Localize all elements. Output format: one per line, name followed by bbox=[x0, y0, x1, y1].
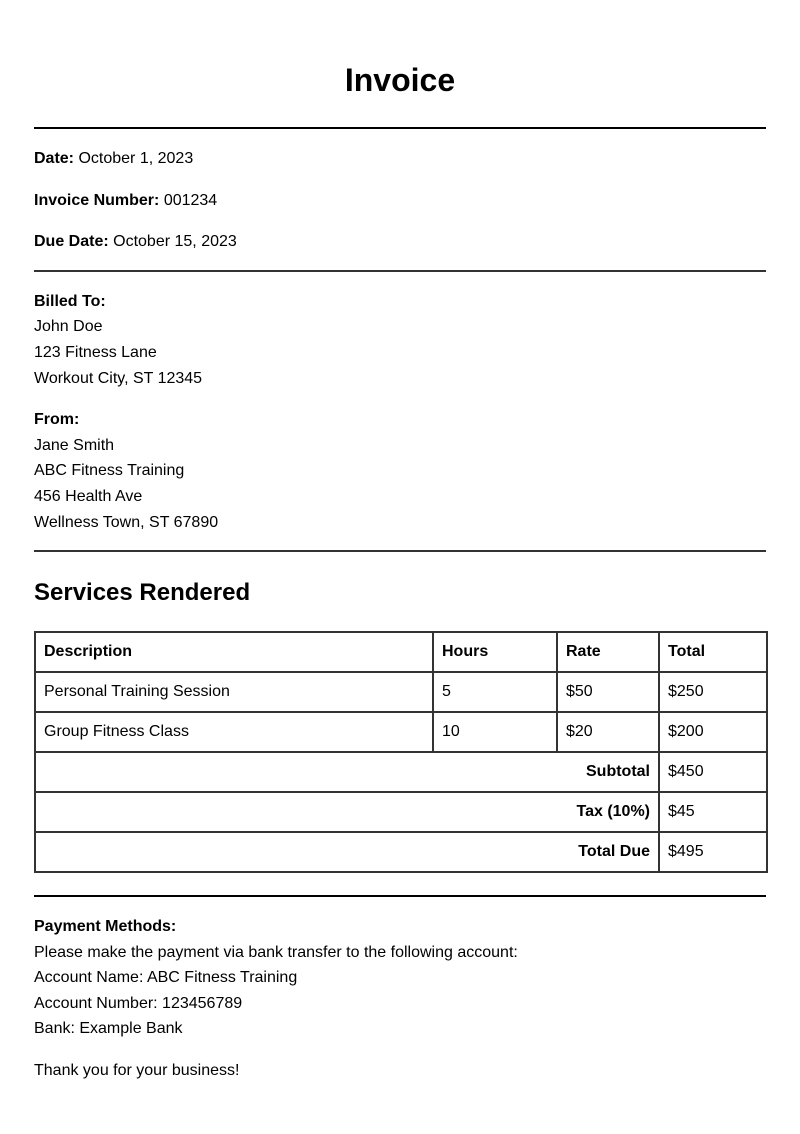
table-cell: $20 bbox=[557, 712, 659, 752]
services-heading: Services Rendered bbox=[34, 579, 251, 606]
date-value: October 1, 2023 bbox=[78, 150, 194, 167]
invoice-number bbox=[34, 191, 217, 211]
column-header: Description bbox=[35, 632, 433, 672]
closing-note: Thank you for your business! bbox=[34, 1062, 240, 1079]
table-cell: Personal Training Session bbox=[35, 672, 433, 712]
table-cell: $200 bbox=[659, 712, 767, 752]
billed-to-line: Workout City, ST 12345 bbox=[34, 370, 203, 387]
from-line: Wellness Town, ST 67890 bbox=[34, 514, 219, 531]
payment-line: Please make the payment via bank transfer to the following account: bbox=[34, 944, 518, 961]
divider bbox=[34, 270, 766, 272]
total-due-value: $495 bbox=[659, 832, 767, 872]
due-date bbox=[34, 232, 237, 252]
due-date-value: October 15, 2023 bbox=[113, 233, 237, 250]
total-due-row bbox=[35, 832, 767, 872]
tax-row bbox=[35, 792, 767, 832]
invoice-date bbox=[34, 149, 193, 169]
divider bbox=[34, 895, 766, 897]
total-due-label: Total Due bbox=[35, 832, 659, 872]
divider bbox=[34, 550, 766, 552]
table-cell: $50 bbox=[557, 672, 659, 712]
payment-methods-label: Payment Methods: bbox=[34, 918, 177, 935]
billed-to-line: 123 Fitness Lane bbox=[34, 344, 157, 361]
table-cell: 5 bbox=[433, 672, 557, 712]
from-line: ABC Fitness Training bbox=[34, 462, 185, 479]
divider bbox=[34, 127, 766, 129]
due-date-label: Due Date: bbox=[34, 233, 109, 250]
tax-label: Tax (10%) bbox=[35, 792, 659, 832]
subtotal-label: Subtotal bbox=[35, 752, 659, 792]
table-row bbox=[35, 672, 767, 712]
payment-line: Bank: Example Bank bbox=[34, 1020, 183, 1037]
page-title: Invoice bbox=[344, 62, 456, 98]
column-header: Total bbox=[659, 632, 767, 672]
subtotal-row bbox=[35, 752, 767, 792]
invoice-number-label: Invoice Number: bbox=[34, 192, 160, 209]
billed-to-line: John Doe bbox=[34, 318, 103, 335]
date-label: Date: bbox=[34, 150, 75, 167]
column-header: Rate bbox=[557, 632, 659, 672]
table-row bbox=[35, 712, 767, 752]
from-line: 456 Health Ave bbox=[34, 488, 143, 505]
table-cell: $250 bbox=[659, 672, 767, 712]
invoice-number-value: 001234 bbox=[163, 192, 218, 209]
from-line: Jane Smith bbox=[34, 437, 115, 454]
tax-value: $45 bbox=[659, 792, 767, 832]
table-header-row bbox=[35, 632, 767, 672]
subtotal-value: $450 bbox=[659, 752, 767, 792]
column-header: Hours bbox=[433, 632, 557, 672]
payment-line: Account Number: 123456789 bbox=[34, 995, 243, 1012]
table-cell: Group Fitness Class bbox=[35, 712, 433, 752]
table-cell: 10 bbox=[433, 712, 557, 752]
services-table bbox=[34, 631, 768, 873]
payment-line: Account Name: ABC Fitness Training bbox=[34, 969, 298, 986]
from-label: From: bbox=[34, 411, 80, 428]
billed-to-label: Billed To: bbox=[34, 293, 106, 310]
